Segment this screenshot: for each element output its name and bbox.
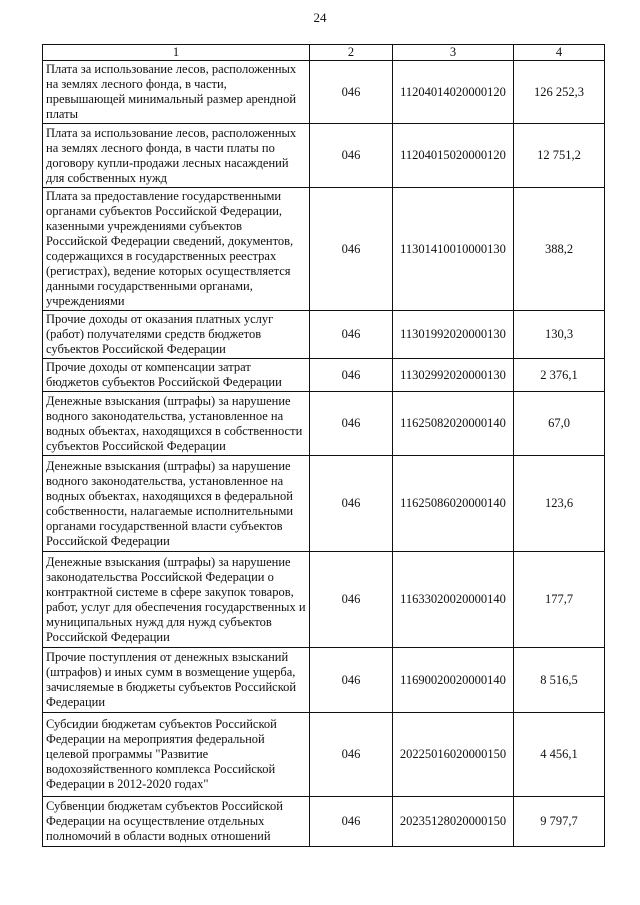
row-amount: 126 252,3 — [514, 61, 605, 124]
row-amount: 123,6 — [514, 456, 605, 552]
table-row — [43, 648, 605, 713]
row-description: Денежные взыскания (штрафы) за нарушение водного законодательства, установленное на водных объектах, находящихся в собственности субъектов Российской Федерации — [43, 392, 310, 456]
table-row — [43, 124, 605, 188]
row-description: Субсидии бюджетам субъектов Российской Федерации на мероприятия федеральной целевой программы "Развитие водохозяйственного комплекса Российской Федерации в 2012-2020 годах" — [43, 713, 310, 797]
row-kbk-code: 11301992020000130 — [393, 311, 514, 359]
row-amount: 130,3 — [514, 311, 605, 359]
row-kbk-code: 20235128020000150 — [393, 797, 514, 847]
table-row — [43, 713, 605, 797]
row-admin-code: 046 — [310, 456, 393, 552]
row-admin-code: 046 — [310, 61, 393, 124]
header-col-2: 2 — [310, 45, 393, 61]
table-row — [43, 797, 605, 847]
table-row — [43, 311, 605, 359]
row-kbk-code: 11625086020000140 — [393, 456, 514, 552]
row-amount: 388,2 — [514, 188, 605, 311]
row-amount: 177,7 — [514, 552, 605, 648]
row-description: Субвенции бюджетам субъектов Российской Федерации на осуществление отдельных полномочий в области водных отношений — [43, 797, 310, 847]
row-admin-code: 046 — [310, 124, 393, 188]
header-col-4: 4 — [514, 45, 605, 61]
row-admin-code: 046 — [310, 797, 393, 847]
header-col-3: 3 — [393, 45, 514, 61]
row-description: Денежные взыскания (штрафы) за нарушение законодательства Российской Федерации о контрактной системе в сфере закупок товаров, работ, услуг для обеспечения государственных и муниципальных нужд для нужд субъектов Российской Федерации — [43, 552, 310, 648]
row-description: Плата за использование лесов, расположенных на землях лесного фонда, в части, превышающей минимальный размер арендной платы — [43, 61, 310, 124]
table-row — [43, 392, 605, 456]
row-description: Прочие доходы от компенсации затрат бюджетов субъектов Российской Федерации — [43, 359, 310, 392]
row-admin-code: 046 — [310, 392, 393, 456]
row-amount: 8 516,5 — [514, 648, 605, 713]
row-kbk-code: 11625082020000140 — [393, 392, 514, 456]
row-kbk-code: 11690020020000140 — [393, 648, 514, 713]
revenue-table — [42, 44, 605, 847]
header-col-1: 1 — [43, 45, 310, 61]
row-kbk-code: 11204015020000120 — [393, 124, 514, 188]
row-admin-code: 046 — [310, 552, 393, 648]
row-amount: 67,0 — [514, 392, 605, 456]
table-header — [43, 45, 605, 61]
table-row — [43, 188, 605, 311]
row-amount: 9 797,7 — [514, 797, 605, 847]
table-row — [43, 359, 605, 392]
row-description: Прочие доходы от оказания платных услуг (работ) получателями средств бюджетов субъектов Российской Федерации — [43, 311, 310, 359]
row-admin-code: 046 — [310, 713, 393, 797]
page-number: 24 — [313, 10, 327, 25]
row-description: Плата за предоставление государственными органами субъектов Российской Федерации, казенными учреждениями субъектов Российской Федерации сведений, документов, содержащихся в государственных реестрах (регистрах), ведение которых осуществляется данными государственными органами, учреждениями — [43, 188, 310, 311]
row-kbk-code: 11302992020000130 — [393, 359, 514, 392]
header-row — [43, 45, 605, 61]
row-amount: 2 376,1 — [514, 359, 605, 392]
table-row — [43, 552, 605, 648]
row-description: Денежные взыскания (штрафы) за нарушение водного законодательства, установленное на водных объектах, находящихся в федеральной собственности, налагаемые исполнительными органами государственной власти субъектов Российской Федерации — [43, 456, 310, 552]
row-description: Прочие поступления от денежных взысканий (штрафов) и иных сумм в возмещение ущерба, зачисляемые в бюджеты субъектов Российской Федерации — [43, 648, 310, 713]
row-admin-code: 046 — [310, 311, 393, 359]
row-amount: 12 751,2 — [514, 124, 605, 188]
row-kbk-code: 11301410010000130 — [393, 188, 514, 311]
row-kbk-code: 11633020020000140 — [393, 552, 514, 648]
row-admin-code: 046 — [310, 648, 393, 713]
row-admin-code: 046 — [310, 359, 393, 392]
table-body — [43, 61, 605, 847]
table-row — [43, 456, 605, 552]
row-admin-code: 046 — [310, 188, 393, 311]
row-amount: 4 456,1 — [514, 713, 605, 797]
row-kbk-code: 20225016020000150 — [393, 713, 514, 797]
row-kbk-code: 11204014020000120 — [393, 61, 514, 124]
row-description: Плата за использование лесов, расположенных на землях лесного фонда, в части платы по договору купли-продажи лесных насаждений для собственных нужд — [43, 124, 310, 188]
table-row — [43, 61, 605, 124]
